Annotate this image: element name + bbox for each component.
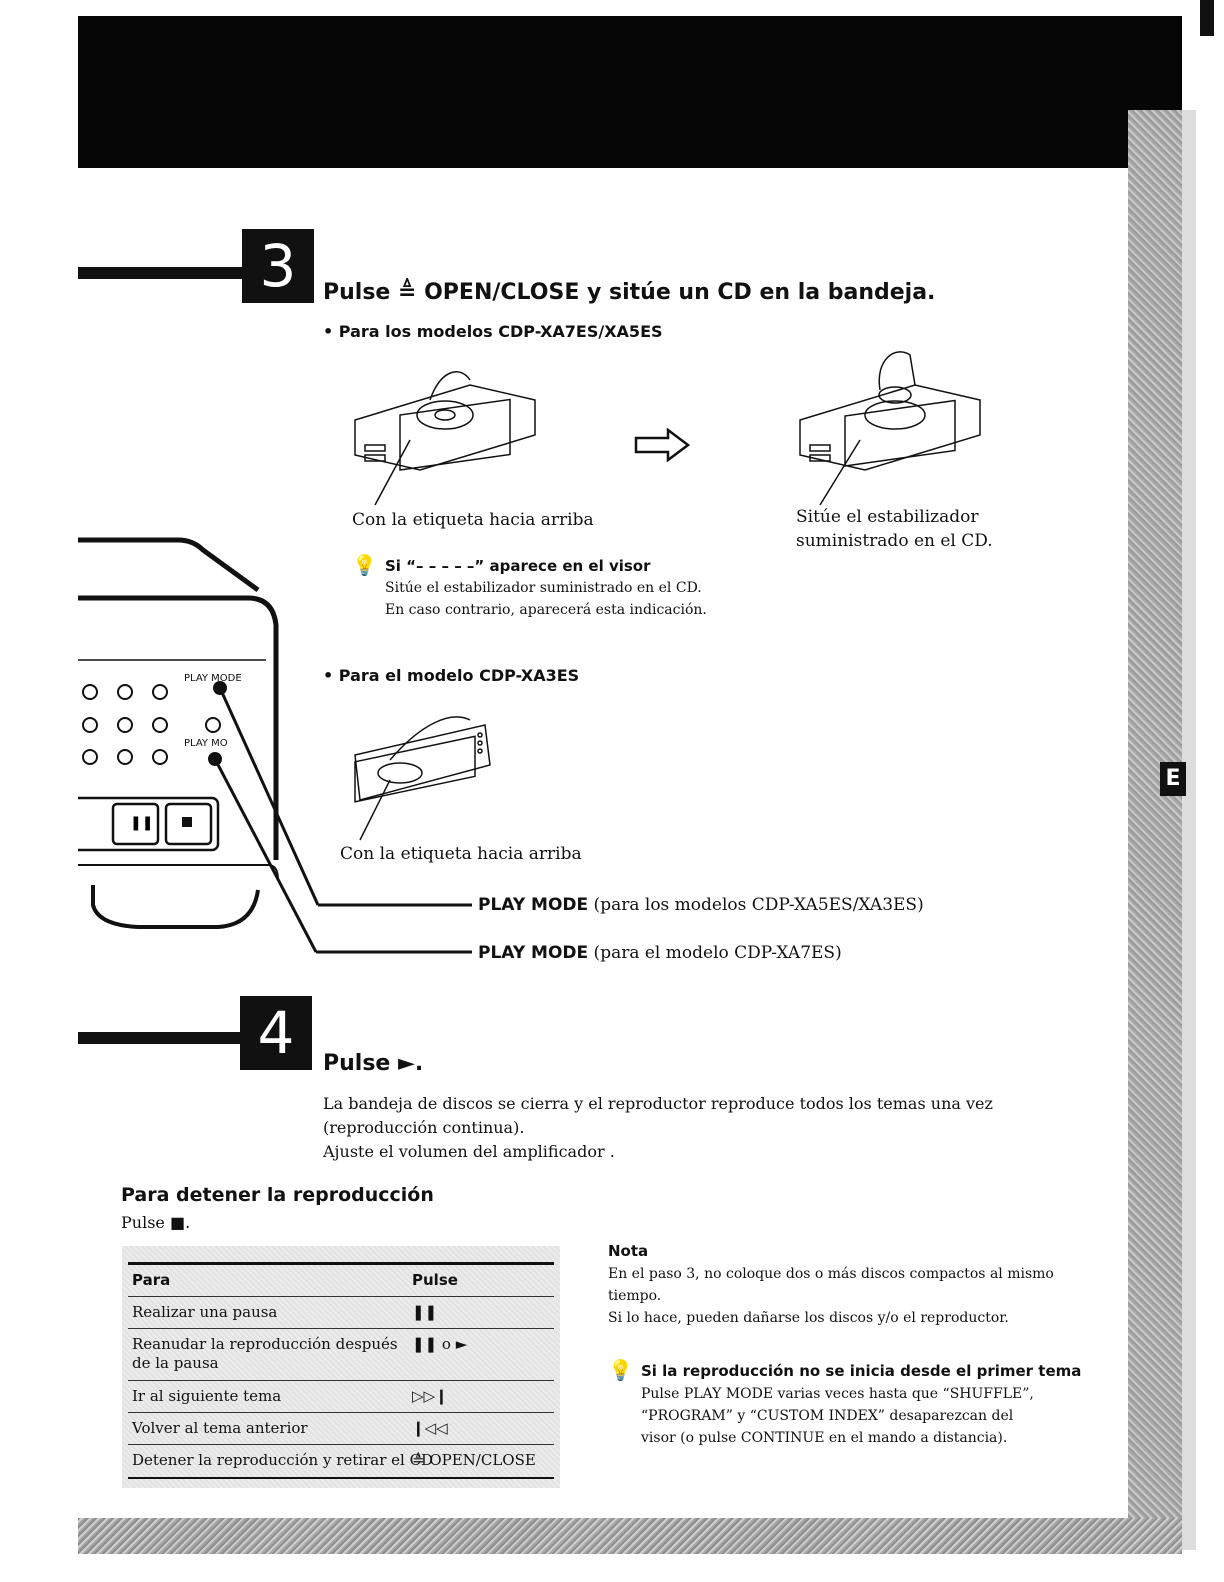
device-label-play-mode-2: PLAY MO [184, 738, 228, 749]
table-cell-pulse: ❚❚ o ► [412, 1335, 468, 1353]
tip1-line2: En caso contrario, aparecerá esta indicación. [385, 602, 707, 618]
table-row [128, 1444, 554, 1479]
table-cell-pulse: ▷▷❙ [412, 1387, 448, 1405]
svg-text:❚❚: ❚❚ [130, 815, 154, 831]
tip2-heading: Si la reproducción no se inicia desde el primer tema [641, 1362, 1082, 1380]
callout2-bold: PLAY MODE [478, 943, 589, 963]
table-cell-para-cont: de la pausa [132, 1354, 219, 1372]
table-cell-para: Ir al siguiente tema [132, 1387, 282, 1405]
table-cell-pulse: ≜ OPEN/CLOSE [412, 1451, 536, 1469]
step3-title: Pulse ≜ OPEN/CLOSE y sitúe un CD en la bandeja. [323, 280, 936, 305]
table-header-para: Para [132, 1271, 171, 1289]
corner-mark [1200, 0, 1214, 36]
step3-number: 3 [242, 229, 314, 303]
stop-heading: Para detener la reproducción [121, 1184, 434, 1206]
callout2-text: (para el modelo CDP-XA7ES) [588, 943, 842, 963]
device-front-panel [78, 530, 478, 970]
bottom-edge-strip [78, 1518, 1182, 1554]
table-row [128, 1328, 554, 1377]
step3-bullet-models-b: • Para el modelo CDP-XA3ES [323, 666, 580, 685]
note-line3: Si lo hace, pueden dañarse los discos y/o el reproductor. [608, 1310, 1009, 1326]
callout1-bold: PLAY MODE [478, 895, 589, 915]
lightbulb-icon: 💡 [352, 553, 377, 577]
right-edge-strip [1128, 110, 1182, 1550]
bullet-text: Para los modelos CDP-XA7ES/XA5ES [338, 322, 663, 341]
header-black-bar [78, 16, 1182, 168]
table-header [128, 1262, 554, 1297]
table-row [128, 1412, 554, 1445]
cd-stabilizer-illustration [795, 345, 985, 505]
cd-tray-illustration-a [350, 360, 540, 510]
note-heading: Nota [608, 1242, 649, 1260]
table-cell-para: Reanudar la reproducción después [132, 1335, 398, 1353]
note-line1: En el paso 3, no coloque dos o más discos compactos al mismo [608, 1266, 1054, 1282]
tip1-heading: Si “– – – – –” aparece en el visor [385, 557, 651, 575]
caption-stabilizer-line1: Sitúe el estabilizador [796, 507, 979, 527]
tip1-line1: Sitúe el estabilizador suministrado en el CD. [385, 580, 702, 596]
callout1-text: (para los modelos CDP-XA5ES/XA3ES) [588, 895, 924, 915]
stop-text: Pulse ■. [121, 1213, 191, 1232]
table-row [128, 1380, 554, 1413]
table-cell-para: Detener la reproducción y retirar el CD [132, 1451, 434, 1469]
caption-label-up-a: Con la etiqueta hacia arriba [352, 510, 594, 530]
caption-stabilizer-line2: suministrado en el CD. [796, 531, 993, 551]
bullet-text: Para el modelo CDP-XA3ES [338, 666, 580, 685]
table-cell-pulse: ❚❚ [412, 1303, 438, 1321]
step3-bullet-models-a: • Para los modelos CDP-XA7ES/XA5ES [323, 322, 663, 341]
arrow-right-icon [634, 428, 690, 462]
step4-number: 4 [240, 996, 312, 1070]
step4-rule [78, 1032, 248, 1044]
tip2-line1: Pulse PLAY MODE varias veces hasta que “SHUFFLE”, [641, 1386, 1034, 1402]
controls-table [122, 1246, 560, 1488]
device-label-play-mode-1: PLAY MODE [184, 673, 242, 684]
table-row [128, 1296, 554, 1329]
right-edge-margin [1182, 110, 1196, 1550]
note-line2: tiempo. [608, 1288, 662, 1304]
caption-label-up-b: Con la etiqueta hacia arriba [340, 844, 582, 864]
callout-play-mode-2 [478, 943, 842, 963]
step4-body-line1: La bandeja de discos se cierra y el reproductor reproduce todos los temas una vez [323, 1094, 993, 1113]
side-tab: E [1160, 762, 1186, 796]
step4-title: Pulse ►. [323, 1051, 424, 1076]
tip2-line3: visor (o pulse CONTINUE en el mando a distancia). [641, 1430, 1008, 1446]
step4-body-line3: Ajuste el volumen del amplificador . [323, 1142, 615, 1161]
step4-body-line2: (reproducción continua). [323, 1118, 525, 1137]
lightbulb-icon: 💡 [608, 1358, 633, 1382]
callout-play-mode-1 [478, 895, 924, 915]
table-cell-pulse: ❙◁◁ [412, 1419, 448, 1437]
table-cell-para: Realizar una pausa [132, 1303, 278, 1321]
step3-rule [78, 267, 248, 279]
table-cell-para: Volver al tema anterior [132, 1419, 308, 1437]
tip2-line2: “PROGRAM” y “CUSTOM INDEX” desaparezcan del [641, 1408, 1014, 1424]
table-header-pulse: Pulse [412, 1271, 458, 1289]
